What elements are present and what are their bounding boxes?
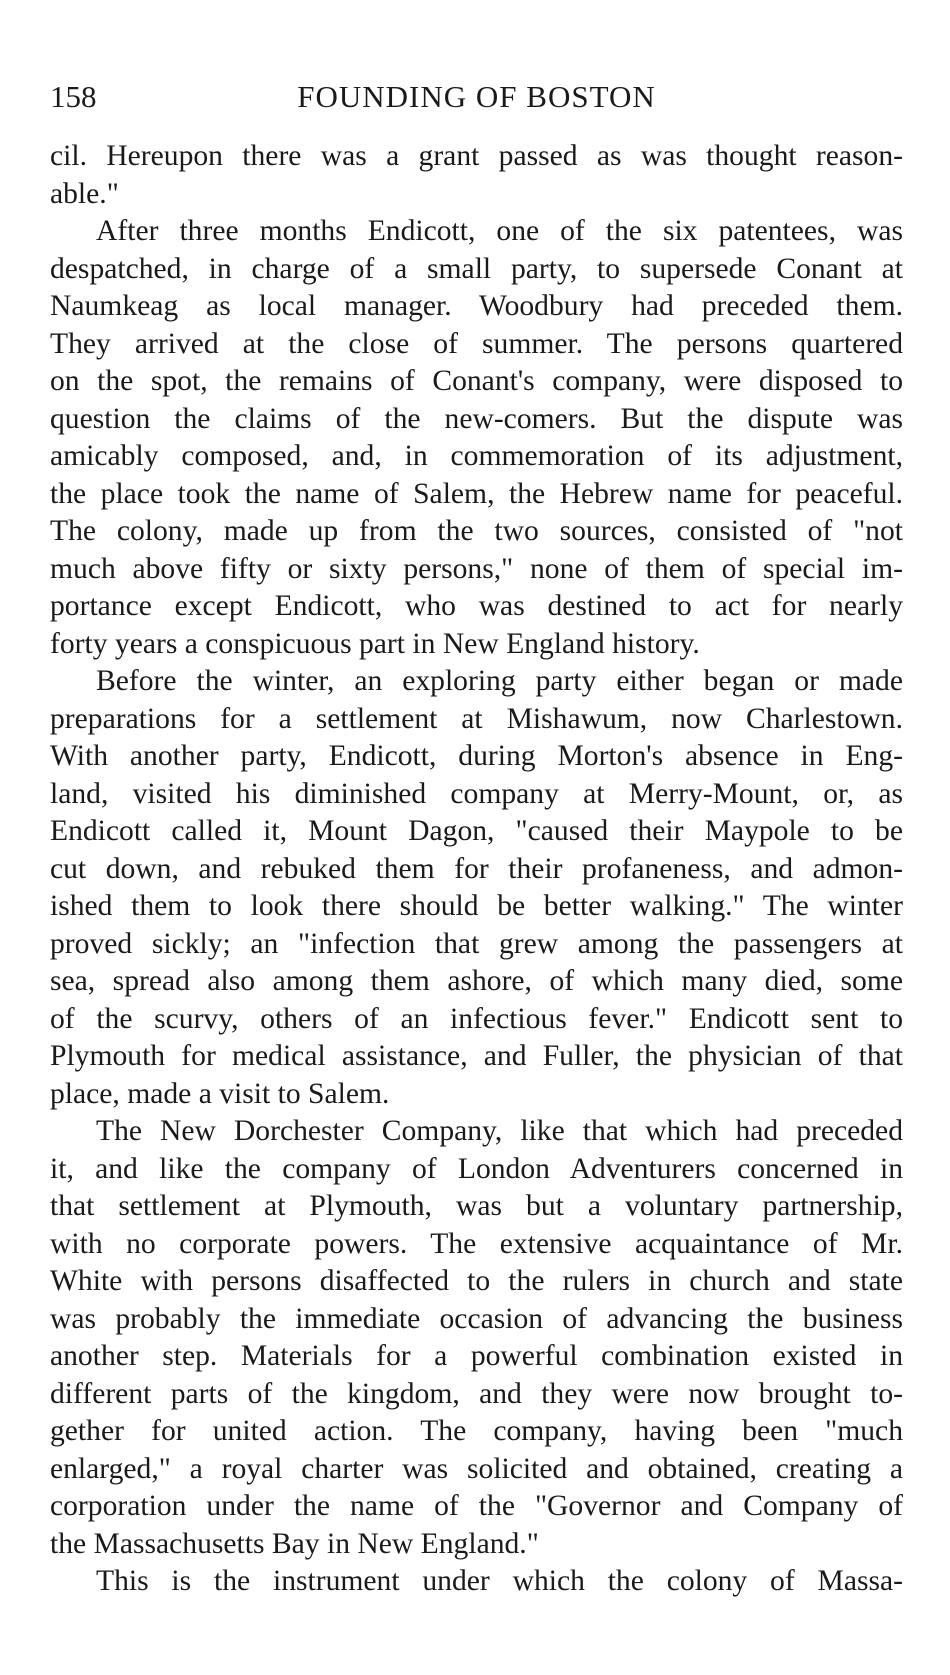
text-line: that settlement at Plymouth, was but a voluntary partnership, (50, 1190, 903, 1222)
text-line: After three months Endicott, one of the six patentees, was (96, 215, 903, 247)
text-line: gether for united action. The company, having been "much (50, 1415, 903, 1447)
text-line: The New Dorchester Company, like that which had preceded (96, 1115, 903, 1147)
running-title: FOUNDING OF BOSTON (297, 79, 656, 114)
text-line: ished them to look there should be better walking." The winter (50, 890, 903, 922)
text-line: land, visited his diminished company at Merry-Mount, or, as (50, 777, 903, 810)
text-line: With another party, Endicott, during Morton's absence in Eng- (50, 740, 903, 772)
text-line: They arrived at the close of summer. The persons quartered (50, 327, 903, 360)
book-page (50, 0, 903, 1675)
text-line: it, and like the company of London Adventurers concerned in (50, 1152, 903, 1185)
body-text (50, 138, 903, 1601)
text-line: enlarged," a royal charter was solicited and obtained, creating a (50, 1452, 903, 1485)
text-line: Naumkeag as local manager. Woodbury had preceded them. (50, 290, 903, 322)
text-line: place, made a visit to Salem. (50, 1077, 390, 1110)
running-head (50, 72, 903, 122)
text-line: on the spot, the remains of Conant's company, were disposed to (50, 365, 903, 397)
text-line: much above fifty or sixty persons," none of them of special im- (50, 552, 903, 585)
text-line: proved sickly; an "infection that grew among the passengers at (50, 927, 903, 960)
text-line: despatched, in charge of a small party, to supersede Conant at (50, 252, 903, 285)
text-line: The colony, made up from the two sources, consisted of "not (50, 515, 903, 547)
text-line: cut down, and rebuked them for their profaneness, and admon- (50, 852, 903, 885)
text-line: forty years a conspicuous part in New England history. (50, 627, 700, 660)
text-line: portance except Endicott, who was destined to act for nearly (50, 590, 903, 622)
text-line: able." (50, 177, 119, 210)
text-line: White with persons disaffected to the rulers in church and state (50, 1265, 903, 1297)
text-line: Plymouth for medical assistance, and Fuller, the physician of that (50, 1040, 903, 1072)
text-line: cil. Hereupon there was a grant passed as was thought reason- (50, 140, 903, 172)
text-line: This is the instrument under which the colony of Massa- (96, 1565, 903, 1597)
text-line: preparations for a settlement at Mishawum, now Charlestown. (50, 702, 903, 735)
text-line: sea, spread also among them ashore, of which many died, some (50, 965, 903, 997)
text-line: the Massachusetts Bay in New England." (50, 1527, 539, 1560)
text-line: Before the winter, an exploring party either began or made (96, 665, 903, 697)
text-line: with no corporate powers. The extensive acquaintance of Mr. (50, 1227, 903, 1260)
text-line: corporation under the name of the "Governor and Company of (50, 1490, 903, 1522)
text-line: of the scurvy, others of an infectious fever." Endicott sent to (50, 1002, 903, 1035)
text-line: the place took the name of Salem, the Hebrew name for peaceful. (50, 477, 903, 510)
text-line: amicably composed, and, in commemoration of its adjustment, (50, 440, 903, 472)
text-line: another step. Materials for a powerful combination existed in (50, 1340, 903, 1372)
text-line: question the claims of the new-comers. But the dispute was (50, 402, 903, 435)
text-line: was probably the immediate occasion of advancing the business (50, 1302, 903, 1335)
page-number: 158 (50, 79, 97, 114)
text-line: different parts of the kingdom, and they were now brought to- (50, 1377, 903, 1410)
text-line: Endicott called it, Mount Dagon, "caused their Maypole to be (50, 815, 903, 847)
